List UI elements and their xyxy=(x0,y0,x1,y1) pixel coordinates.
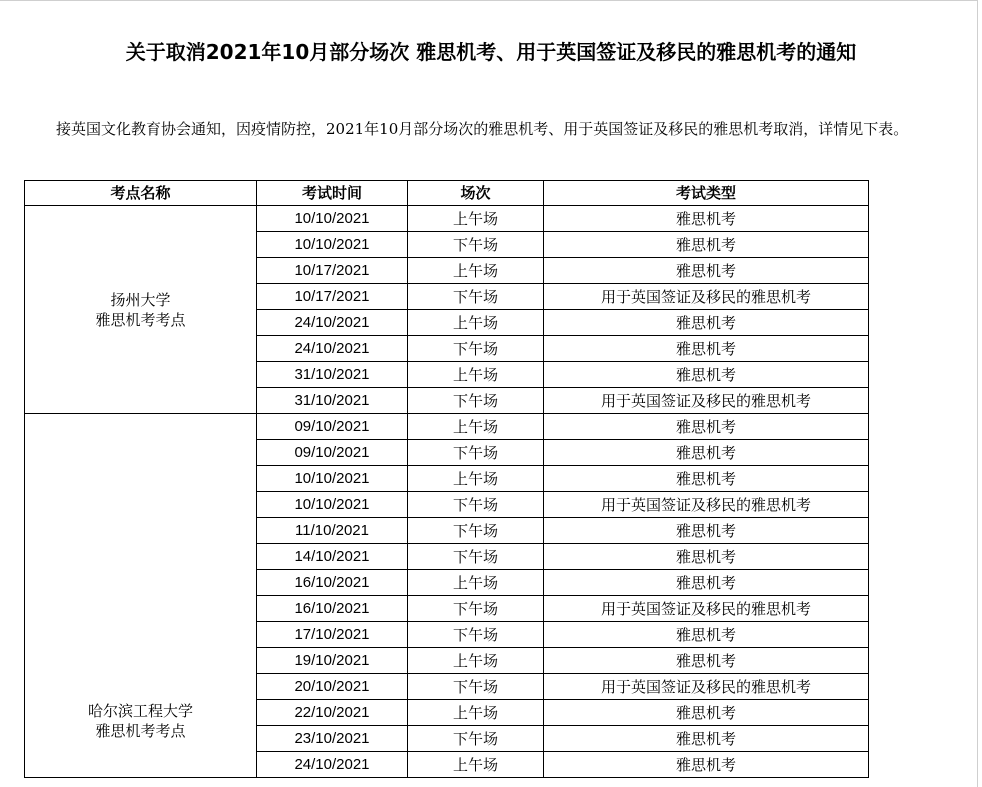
session-cell: 下午场 xyxy=(408,596,544,622)
exam-type-cell: 雅思机考 xyxy=(544,518,869,544)
table-row xyxy=(25,414,869,440)
session-cell: 上午场 xyxy=(408,414,544,440)
exam-type-cell: 雅思机考 xyxy=(544,622,869,648)
exam-type-cell: 雅思机考 xyxy=(544,440,869,466)
session-cell: 下午场 xyxy=(408,440,544,466)
exam-date-cell: 24/10/2021 xyxy=(257,310,408,336)
site-name-line1: 哈尔滨工程大学 xyxy=(87,702,193,720)
header-date: 考试时间 xyxy=(257,181,408,206)
exam-type-cell: 用于英国签证及移民的雅思机考 xyxy=(544,596,869,622)
session-cell: 下午场 xyxy=(408,336,544,362)
table-body xyxy=(25,206,869,778)
session-cell: 下午场 xyxy=(408,388,544,414)
session-cell: 下午场 xyxy=(408,518,544,544)
exam-type-cell: 雅思机考 xyxy=(544,570,869,596)
exam-date-cell: 23/10/2021 xyxy=(257,726,408,752)
exam-type-cell: 用于英国签证及移民的雅思机考 xyxy=(544,674,869,700)
exam-date-cell: 22/10/2021 xyxy=(257,700,408,726)
session-cell: 上午场 xyxy=(408,206,544,232)
exam-date-cell: 16/10/2021 xyxy=(257,596,408,622)
session-cell: 上午场 xyxy=(408,466,544,492)
session-cell: 上午场 xyxy=(408,570,544,596)
session-cell: 上午场 xyxy=(408,310,544,336)
exam-type-cell: 雅思机考 xyxy=(544,700,869,726)
session-cell: 下午场 xyxy=(408,622,544,648)
site-name-line2: 雅思机考考点 xyxy=(95,310,186,329)
session-cell: 上午场 xyxy=(408,700,544,726)
exam-date-cell: 09/10/2021 xyxy=(257,414,408,440)
session-cell: 上午场 xyxy=(408,648,544,674)
exam-type-cell: 用于英国签证及移民的雅思机考 xyxy=(544,284,869,310)
header-session: 场次 xyxy=(408,181,544,206)
exam-type-cell: 雅思机考 xyxy=(544,362,869,388)
exam-type-cell: 雅思机考 xyxy=(544,752,869,778)
session-cell: 下午场 xyxy=(408,726,544,752)
exam-date-cell: 10/10/2021 xyxy=(257,206,408,232)
exam-type-cell: 雅思机考 xyxy=(544,414,869,440)
exam-type-cell: 雅思机考 xyxy=(544,544,869,570)
session-cell: 上午场 xyxy=(408,752,544,778)
exam-type-cell: 用于英国签证及移民的雅思机考 xyxy=(544,492,869,518)
exam-type-cell: 雅思机考 xyxy=(544,258,869,284)
exam-type-cell: 雅思机考 xyxy=(544,232,869,258)
table-row xyxy=(25,206,869,232)
exam-type-cell: 用于英国签证及移民的雅思机考 xyxy=(544,388,869,414)
exam-type-cell: 雅思机考 xyxy=(544,206,869,232)
exam-date-cell: 10/17/2021 xyxy=(257,284,408,310)
exam-type-cell: 雅思机考 xyxy=(544,310,869,336)
exam-date-cell: 24/10/2021 xyxy=(257,336,408,362)
session-cell: 下午场 xyxy=(408,492,544,518)
exam-date-cell: 11/10/2021 xyxy=(257,518,408,544)
site-name-cell xyxy=(25,206,257,414)
session-cell: 下午场 xyxy=(408,232,544,258)
session-cell: 上午场 xyxy=(408,362,544,388)
session-cell: 上午场 xyxy=(408,258,544,284)
intro-paragraph: 接英国文化教育协会通知，因疫情防控，2021年10月部分场次的雅思机考、用于英国签证及移民的雅思机考取消，详情见下表。 xyxy=(56,120,909,138)
session-cell: 下午场 xyxy=(408,674,544,700)
site-name-line1: 扬州大学 xyxy=(110,290,171,309)
exam-date-cell: 10/17/2021 xyxy=(257,258,408,284)
cancelled-exams-table xyxy=(24,180,869,778)
exam-type-cell: 雅思机考 xyxy=(544,336,869,362)
exam-type-cell: 雅思机考 xyxy=(544,466,869,492)
exam-type-cell: 雅思机考 xyxy=(544,648,869,674)
site-name-cell xyxy=(25,414,257,778)
session-cell: 下午场 xyxy=(408,544,544,570)
exam-date-cell: 14/10/2021 xyxy=(257,544,408,570)
exam-date-cell: 20/10/2021 xyxy=(257,674,408,700)
exam-date-cell: 16/10/2021 xyxy=(257,570,408,596)
session-cell: 下午场 xyxy=(408,284,544,310)
notice-title: 关于取消2021年10月部分场次 雅思机考、用于英国签证及移民的雅思机考的通知 xyxy=(125,40,857,64)
exam-date-cell: 17/10/2021 xyxy=(257,622,408,648)
exam-date-cell: 10/10/2021 xyxy=(257,492,408,518)
exam-date-cell: 19/10/2021 xyxy=(257,648,408,674)
exam-date-cell: 31/10/2021 xyxy=(257,388,408,414)
exam-date-cell: 31/10/2021 xyxy=(257,362,408,388)
exam-date-cell: 24/10/2021 xyxy=(257,752,408,778)
header-site: 考点名称 xyxy=(25,181,257,206)
site-name-line2: 雅思机考考点 xyxy=(95,722,186,740)
exam-date-cell: 10/10/2021 xyxy=(257,232,408,258)
exam-type-cell: 雅思机考 xyxy=(544,726,869,752)
table-header-row xyxy=(25,181,869,206)
exam-date-cell: 09/10/2021 xyxy=(257,440,408,466)
exam-date-cell: 10/10/2021 xyxy=(257,466,408,492)
header-type: 考试类型 xyxy=(544,181,869,206)
